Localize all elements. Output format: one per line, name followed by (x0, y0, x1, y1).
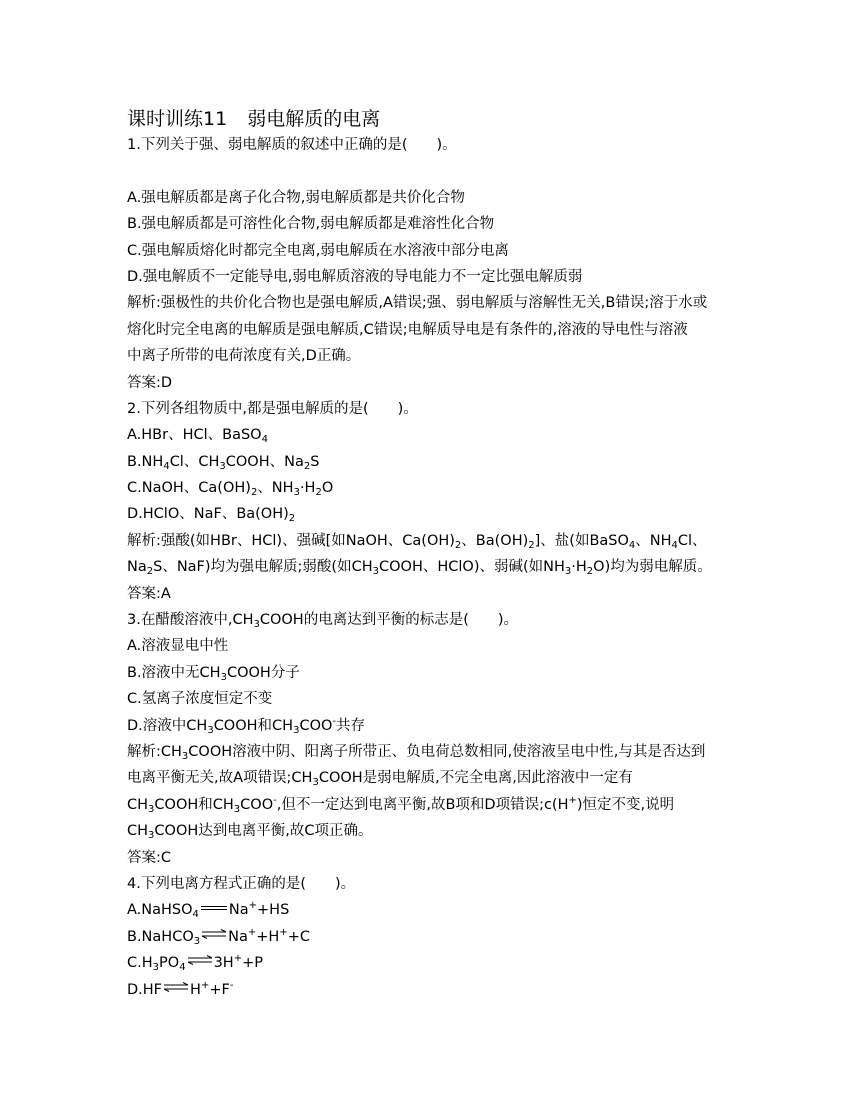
q2-explanation-1: 解析:强酸(如HBr、HCl)、强碱[如NaOH、$Ca(OH)_2$、$Ba(OH)_2$]、盐(如BaSO$_4$、$NH_4Cl$、 (127, 532, 707, 551)
q4-option-b: B.NaHCO$_3$ Na++H++C (127, 926, 310, 947)
q3-explanation-3: $CH_3COOH$和$CH_3COO^-$,但不一定达到电离平衡,故B项和D项错误;c(H+)恒定不变,说明 (127, 794, 675, 815)
q3-explanation-1: 解析$:CH_3COOH$溶液中阴、阳离子所带正、负电荷总数相同,使溶液呈电中性,与其是否达到 (127, 743, 706, 762)
q4-option-d: D.HF H++F- (127, 979, 234, 998)
q3-option-a: A.溶液显电中性 (127, 638, 229, 655)
page-title: 课时训练11 弱电解质的电离 (127, 108, 381, 130)
q2-option-d: D.HClO、NaF、$Ba(OH)_2$ (127, 506, 296, 525)
reversible-arrow-icon (162, 982, 190, 992)
q1-option-a: A.强电解质都是离子化合物,弱电解质都是共价化合物 (127, 189, 465, 206)
reversible-arrow-icon (200, 929, 228, 939)
q4-option-a: A.NaHSO$_4$ Na++HS (127, 900, 290, 921)
q1-explanation-3: 中离子所带的电荷浓度有关,D正确。 (127, 348, 361, 365)
q3-option-d: D.溶液中$CH_3COOH$和$CH_3COO^-$共存 (127, 715, 366, 736)
q1-option-c: C.强电解质熔化时都完全电离,弱电解质在水溶液中部分电离 (127, 242, 509, 259)
reversible-arrow-icon (186, 955, 214, 965)
q2-explanation-2: $Na_2S$、NaF)均为强电解质;弱酸(如$CH_3COOH$、HClO)、弱碱(如$NH_3\cdot H_2O$)均为弱电解质。 (127, 559, 712, 578)
q3-explanation-2: 电离平衡无关,故A项错误$;CH_3COOH$是弱电解质,不完全电离,因此溶液中一定有 (127, 770, 633, 789)
q1-stem: 1.下列关于强、弱电解质的叙述中正确的是( )。 (127, 137, 457, 153)
document-content (127, 108, 747, 1003)
q1-option-d: D.强电解质不一定能导电,弱电解质溶液的导电能力不一定比强电解质弱 (127, 268, 583, 285)
q2-option-a: A.HBr、HCl、BaSO$_4$ (127, 427, 268, 446)
q2-answer: 答案:A (127, 585, 171, 602)
q3-answer: 答案:C (127, 849, 172, 866)
q2-option-b: $B.NH_4Cl$、$CH_3COOH$、$Na_2S$ (127, 453, 320, 472)
q3-option-b: B.溶液中无$CH_3COOH$分子 (127, 664, 300, 683)
blank-line (127, 158, 747, 184)
q4-stem: 4.下列电离方程式正确的是( )。 (127, 875, 356, 892)
q1-explanation-1: 解析:强极性的共价化合物也是强电解质,A错误;强、弱电解质与溶解性无关,B错误;溶于水或 (127, 295, 708, 312)
q3-explanation-4: $CH_3COOH$达到电离平衡,故C项正确。 (127, 823, 373, 842)
q4-option-c: $C.H_3PO_4$ 3H++P (127, 953, 263, 974)
q1-option-b: B.强电解质都是可溶性化合物,弱电解质都是难溶性化合物 (127, 216, 495, 233)
equals-sign-icon (199, 903, 229, 913)
q2-option-c: C.NaOH、$Ca(OH)_2$、$NH_3\cdot H_2O$ (127, 480, 334, 499)
q1-explanation-2: 熔化时完全电离的电解质是强电解质,C错误;电解质导电是有条件的,溶液的导电性与溶液 (127, 321, 688, 338)
q2-stem: 2.下列各组物质中,都是强电解质的是( )。 (127, 400, 418, 417)
q3-stem: 3.在醋酸溶液中$,CH_3COOH$的电离达到平衡的标志是( )。 (127, 612, 519, 631)
q3-option-c: C.氢离子浓度恒定不变 (127, 691, 273, 708)
q1-answer: 答案:D (127, 374, 173, 391)
